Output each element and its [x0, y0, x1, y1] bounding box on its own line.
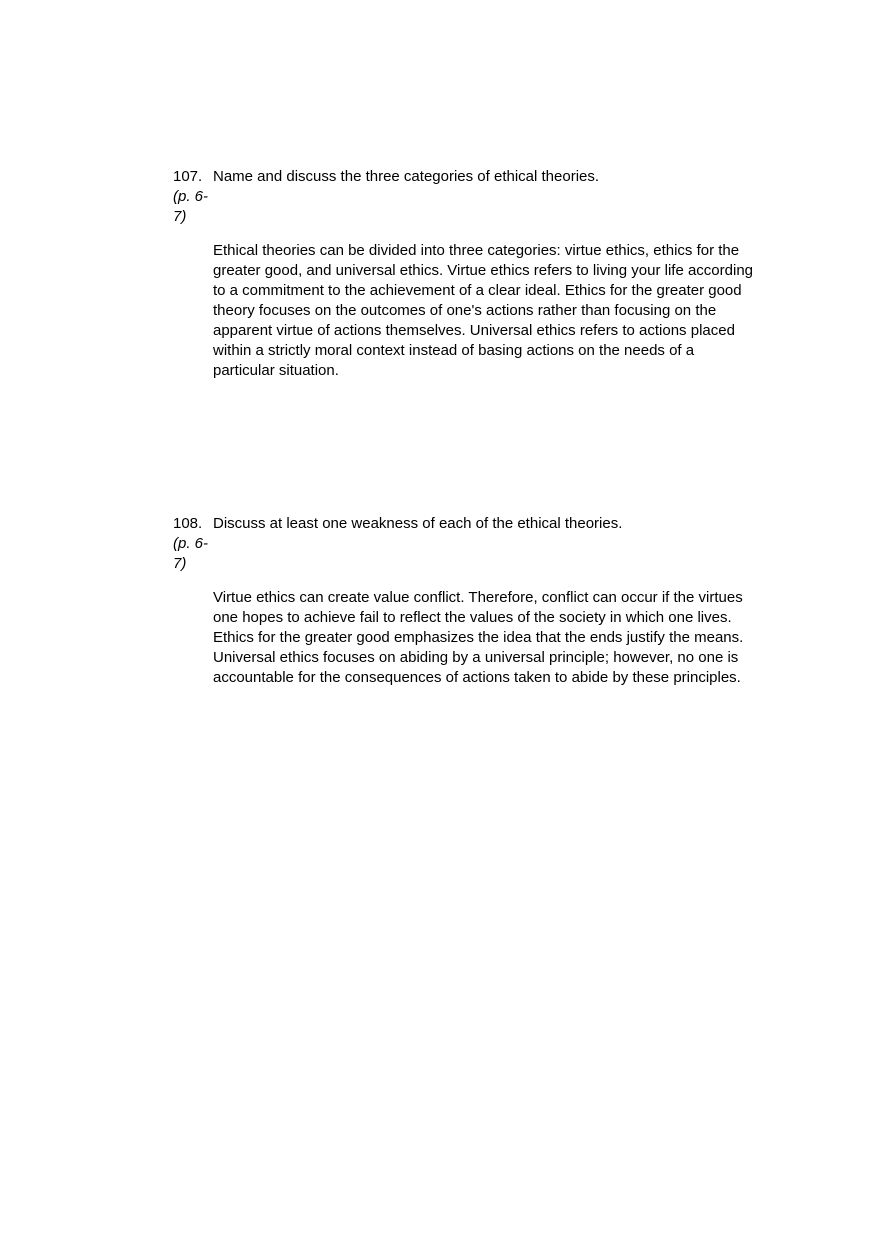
question-number-column [173, 514, 213, 574]
question-number-column [173, 167, 213, 227]
page-reference: (p. 6-7) [173, 535, 209, 572]
question-107 [173, 167, 763, 381]
question-text: Discuss at least one weakness of each of the ethical theories. [213, 515, 623, 532]
question-number: 107. [173, 168, 203, 185]
answer-text: Virtue ethics can create value conflict. Therefore, conflict can occur if the virtues one hopes to achieve fail to reflect the values of the society in which one lives. Ethics for the greater good emphasizes the idea that the ends justify the means. Universal ethics focuses on abiding by a universal principle; however, no one is accountable for the consequences of actions taken to abide by these principles. [213, 589, 744, 686]
question-header [173, 514, 763, 574]
question-108 [173, 514, 763, 688]
question-header [173, 167, 763, 227]
question-text: Name and discuss the three categories of ethical theories. [213, 168, 600, 185]
answer-text: Ethical theories can be divided into three categories: virtue ethics, ethics for the greater good, and universal ethics. Virtue ethics refers to living your life according to a commitment to the achievement of a clear ideal. Ethics for the greater good theory focuses on the outcomes of one's actions rather than focusing on the apparent virtue of actions themselves. Universal ethics refers to actions placed within a strictly moral context instead of basing actions on the needs of a particular situation. [213, 242, 754, 379]
page-reference: (p. 6-7) [173, 188, 209, 225]
question-number: 108. [173, 515, 203, 532]
